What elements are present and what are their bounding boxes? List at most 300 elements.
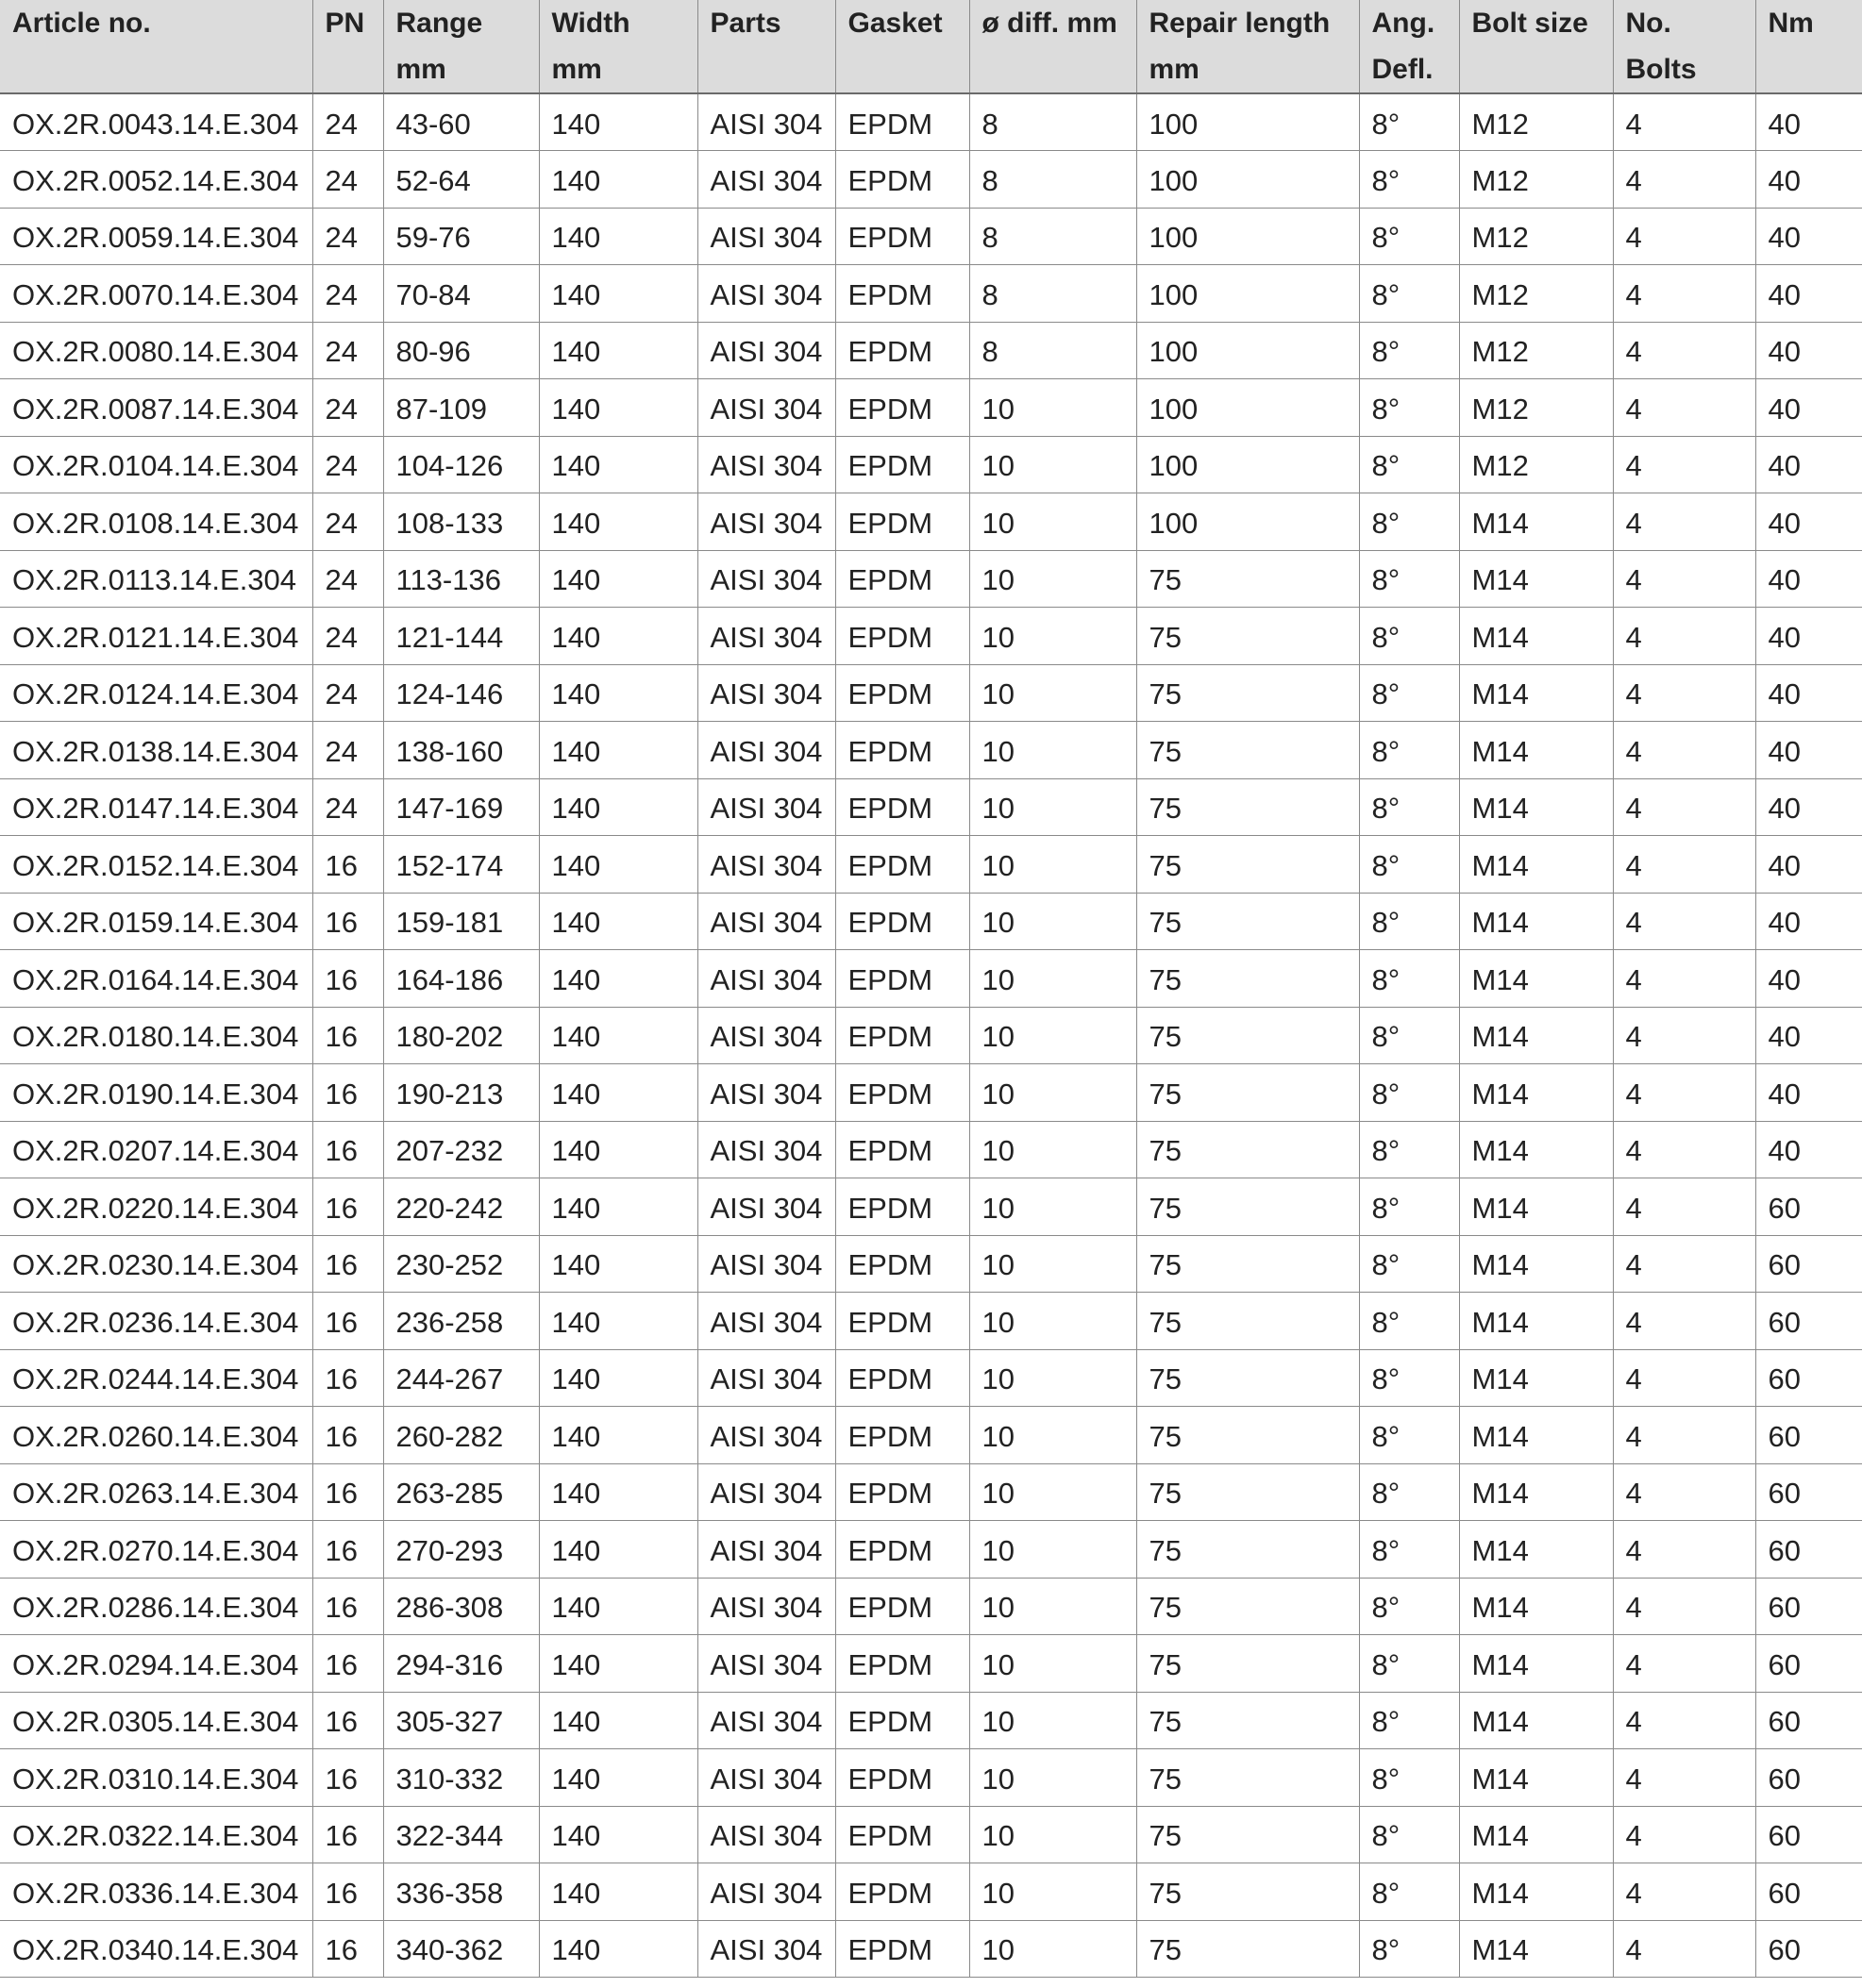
cell-diameter-diff: 10 <box>969 1293 1136 1350</box>
cell-repair-length: 75 <box>1136 1178 1359 1236</box>
cell-diameter-diff: 10 <box>969 1692 1136 1749</box>
cell-article-no: OX.2R.0080.14.E.304 <box>0 322 312 379</box>
cell-parts: AISI 304 <box>697 1806 835 1863</box>
cell-width: 140 <box>539 950 697 1008</box>
cell-no-bolts: 4 <box>1613 722 1755 779</box>
cell-pn: 24 <box>312 436 383 493</box>
cell-range: 336-358 <box>383 1863 539 1921</box>
cell-gasket: EPDM <box>835 1407 969 1464</box>
cell-pn: 16 <box>312 1521 383 1579</box>
cell-article-no: OX.2R.0310.14.E.304 <box>0 1749 312 1807</box>
cell-diameter-diff: 10 <box>969 778 1136 836</box>
cell-article-no: OX.2R.0207.14.E.304 <box>0 1121 312 1178</box>
cell-repair-length: 100 <box>1136 93 1359 151</box>
cell-no-bolts: 4 <box>1613 1521 1755 1579</box>
cell-bolt-size: M14 <box>1459 1293 1613 1350</box>
cell-angular-deflection: 8° <box>1359 1863 1459 1921</box>
cell-pn: 16 <box>312 1407 383 1464</box>
cell-torque-nm: 60 <box>1755 1521 1862 1579</box>
cell-gasket: EPDM <box>835 1806 969 1863</box>
header-width: Width mm <box>539 0 697 93</box>
cell-repair-length: 75 <box>1136 1635 1359 1693</box>
cell-parts: AISI 304 <box>697 1007 835 1064</box>
cell-gasket: EPDM <box>835 1920 969 1978</box>
cell-repair-length: 75 <box>1136 836 1359 894</box>
cell-angular-deflection: 8° <box>1359 550 1459 608</box>
cell-diameter-diff: 10 <box>969 1349 1136 1407</box>
cell-range: 190-213 <box>383 1064 539 1122</box>
cell-bolt-size: M14 <box>1459 1463 1613 1521</box>
cell-pn: 16 <box>312 1920 383 1978</box>
cell-diameter-diff: 8 <box>969 322 1136 379</box>
cell-diameter-diff: 10 <box>969 722 1136 779</box>
cell-pn: 24 <box>312 208 383 265</box>
cell-bolt-size: M12 <box>1459 379 1613 437</box>
cell-parts: AISI 304 <box>697 1635 835 1693</box>
table-row <box>0 1463 1862 1521</box>
cell-bolt-size: M14 <box>1459 722 1613 779</box>
cell-torque-nm: 60 <box>1755 1578 1862 1635</box>
table-row <box>0 1920 1862 1978</box>
cell-repair-length: 75 <box>1136 1578 1359 1635</box>
cell-gasket: EPDM <box>835 836 969 894</box>
cell-parts: AISI 304 <box>697 493 835 551</box>
cell-bolt-size: M14 <box>1459 1235 1613 1293</box>
cell-repair-length: 100 <box>1136 436 1359 493</box>
cell-pn: 16 <box>312 1692 383 1749</box>
cell-no-bolts: 4 <box>1613 778 1755 836</box>
cell-range: 270-293 <box>383 1521 539 1579</box>
cell-article-no: OX.2R.0180.14.E.304 <box>0 1007 312 1064</box>
cell-diameter-diff: 10 <box>969 1863 1136 1921</box>
cell-gasket: EPDM <box>835 1178 969 1236</box>
cell-repair-length: 100 <box>1136 379 1359 437</box>
cell-diameter-diff: 10 <box>969 1578 1136 1635</box>
cell-range: 322-344 <box>383 1806 539 1863</box>
cell-torque-nm: 60 <box>1755 1293 1862 1350</box>
cell-angular-deflection: 8° <box>1359 1578 1459 1635</box>
table-row <box>0 379 1862 437</box>
cell-article-no: OX.2R.0113.14.E.304 <box>0 550 312 608</box>
cell-pn: 24 <box>312 664 383 722</box>
cell-repair-length: 75 <box>1136 1806 1359 1863</box>
cell-gasket: EPDM <box>835 436 969 493</box>
cell-bolt-size: M14 <box>1459 950 1613 1008</box>
cell-range: 164-186 <box>383 950 539 1008</box>
cell-torque-nm: 60 <box>1755 1463 1862 1521</box>
header-article-no: Article no. <box>0 0 312 93</box>
cell-gasket: EPDM <box>835 1635 969 1693</box>
cell-range: 121-144 <box>383 608 539 665</box>
cell-no-bolts: 4 <box>1613 208 1755 265</box>
cell-pn: 24 <box>312 322 383 379</box>
cell-torque-nm: 60 <box>1755 1806 1862 1863</box>
cell-torque-nm: 40 <box>1755 436 1862 493</box>
table-row <box>0 1578 1862 1635</box>
cell-repair-length: 100 <box>1136 208 1359 265</box>
cell-width: 140 <box>539 1178 697 1236</box>
cell-width: 140 <box>539 1007 697 1064</box>
cell-pn: 24 <box>312 151 383 209</box>
cell-diameter-diff: 8 <box>969 208 1136 265</box>
cell-angular-deflection: 8° <box>1359 608 1459 665</box>
cell-angular-deflection: 8° <box>1359 836 1459 894</box>
cell-repair-length: 75 <box>1136 1349 1359 1407</box>
cell-width: 140 <box>539 208 697 265</box>
cell-angular-deflection: 8° <box>1359 1121 1459 1178</box>
cell-torque-nm: 60 <box>1755 1749 1862 1807</box>
cell-pn: 16 <box>312 1578 383 1635</box>
cell-torque-nm: 40 <box>1755 208 1862 265</box>
cell-width: 140 <box>539 1121 697 1178</box>
cell-width: 140 <box>539 1293 697 1350</box>
cell-diameter-diff: 10 <box>969 436 1136 493</box>
cell-torque-nm: 40 <box>1755 1007 1862 1064</box>
cell-repair-length: 75 <box>1136 778 1359 836</box>
cell-pn: 16 <box>312 1635 383 1693</box>
cell-repair-length: 75 <box>1136 1749 1359 1807</box>
cell-angular-deflection: 8° <box>1359 893 1459 950</box>
cell-gasket: EPDM <box>835 1121 969 1178</box>
cell-torque-nm: 40 <box>1755 550 1862 608</box>
cell-parts: AISI 304 <box>697 1293 835 1350</box>
cell-parts: AISI 304 <box>697 208 835 265</box>
cell-gasket: EPDM <box>835 208 969 265</box>
table-row <box>0 1064 1862 1122</box>
cell-article-no: OX.2R.0043.14.E.304 <box>0 93 312 151</box>
cell-parts: AISI 304 <box>697 1235 835 1293</box>
cell-gasket: EPDM <box>835 1521 969 1579</box>
cell-diameter-diff: 10 <box>969 1121 1136 1178</box>
cell-torque-nm: 60 <box>1755 1407 1862 1464</box>
cell-article-no: OX.2R.0220.14.E.304 <box>0 1178 312 1236</box>
cell-gasket: EPDM <box>835 722 969 779</box>
cell-bolt-size: M14 <box>1459 1007 1613 1064</box>
cell-width: 140 <box>539 778 697 836</box>
cell-repair-length: 75 <box>1136 1863 1359 1921</box>
cell-article-no: OX.2R.0159.14.E.304 <box>0 893 312 950</box>
cell-no-bolts: 4 <box>1613 950 1755 1008</box>
cell-pn: 24 <box>312 550 383 608</box>
cell-no-bolts: 4 <box>1613 1692 1755 1749</box>
cell-width: 140 <box>539 836 697 894</box>
cell-torque-nm: 60 <box>1755 1178 1862 1236</box>
cell-article-no: OX.2R.0104.14.E.304 <box>0 436 312 493</box>
header-no-bolts: No. Bolts <box>1613 0 1755 93</box>
cell-parts: AISI 304 <box>697 1064 835 1122</box>
cell-bolt-size: M14 <box>1459 1064 1613 1122</box>
cell-gasket: EPDM <box>835 893 969 950</box>
cell-width: 140 <box>539 1521 697 1579</box>
cell-torque-nm: 40 <box>1755 893 1862 950</box>
cell-repair-length: 75 <box>1136 1235 1359 1293</box>
cell-repair-length: 100 <box>1136 322 1359 379</box>
cell-parts: AISI 304 <box>697 265 835 323</box>
cell-diameter-diff: 10 <box>969 608 1136 665</box>
table-row <box>0 722 1862 779</box>
cell-width: 140 <box>539 1749 697 1807</box>
cell-diameter-diff: 10 <box>969 1635 1136 1693</box>
cell-diameter-diff: 8 <box>969 93 1136 151</box>
cell-range: 263-285 <box>383 1463 539 1521</box>
cell-width: 140 <box>539 1692 697 1749</box>
cell-diameter-diff: 10 <box>969 1920 1136 1978</box>
cell-width: 140 <box>539 1806 697 1863</box>
cell-pn: 24 <box>312 265 383 323</box>
cell-width: 140 <box>539 722 697 779</box>
cell-no-bolts: 4 <box>1613 1407 1755 1464</box>
cell-gasket: EPDM <box>835 151 969 209</box>
cell-range: 138-160 <box>383 722 539 779</box>
cell-range: 80-96 <box>383 322 539 379</box>
cell-article-no: OX.2R.0270.14.E.304 <box>0 1521 312 1579</box>
cell-repair-length: 75 <box>1136 1293 1359 1350</box>
cell-gasket: EPDM <box>835 379 969 437</box>
cell-pn: 16 <box>312 893 383 950</box>
cell-width: 140 <box>539 893 697 950</box>
cell-repair-length: 75 <box>1136 1920 1359 1978</box>
cell-diameter-diff: 10 <box>969 1521 1136 1579</box>
cell-pn: 16 <box>312 1863 383 1921</box>
cell-range: 310-332 <box>383 1749 539 1807</box>
cell-torque-nm: 40 <box>1755 265 1862 323</box>
cell-angular-deflection: 8° <box>1359 1635 1459 1693</box>
cell-repair-length: 75 <box>1136 664 1359 722</box>
cell-bolt-size: M14 <box>1459 1920 1613 1978</box>
cell-repair-length: 75 <box>1136 550 1359 608</box>
cell-range: 236-258 <box>383 1293 539 1350</box>
cell-diameter-diff: 10 <box>969 1235 1136 1293</box>
cell-parts: AISI 304 <box>697 151 835 209</box>
cell-angular-deflection: 8° <box>1359 778 1459 836</box>
cell-torque-nm: 40 <box>1755 664 1862 722</box>
cell-torque-nm: 60 <box>1755 1635 1862 1693</box>
cell-diameter-diff: 10 <box>969 893 1136 950</box>
cell-bolt-size: M14 <box>1459 1178 1613 1236</box>
cell-angular-deflection: 8° <box>1359 151 1459 209</box>
cell-gasket: EPDM <box>835 265 969 323</box>
table-row <box>0 893 1862 950</box>
cell-pn: 16 <box>312 950 383 1008</box>
cell-bolt-size: M14 <box>1459 1349 1613 1407</box>
cell-parts: AISI 304 <box>697 664 835 722</box>
cell-angular-deflection: 8° <box>1359 1007 1459 1064</box>
table-row <box>0 836 1862 894</box>
cell-diameter-diff: 10 <box>969 950 1136 1008</box>
cell-diameter-diff: 10 <box>969 836 1136 894</box>
cell-width: 140 <box>539 1064 697 1122</box>
table-row <box>0 1407 1862 1464</box>
cell-no-bolts: 4 <box>1613 1293 1755 1350</box>
cell-parts: AISI 304 <box>697 950 835 1008</box>
cell-angular-deflection: 8° <box>1359 1806 1459 1863</box>
cell-width: 140 <box>539 608 697 665</box>
cell-parts: AISI 304 <box>697 436 835 493</box>
table-row <box>0 493 1862 551</box>
cell-angular-deflection: 8° <box>1359 950 1459 1008</box>
cell-torque-nm: 40 <box>1755 778 1862 836</box>
cell-bolt-size: M14 <box>1459 1521 1613 1579</box>
header-diameter-diff: ø diff. mm <box>969 0 1136 93</box>
cell-width: 140 <box>539 664 697 722</box>
cell-gasket: EPDM <box>835 1578 969 1635</box>
cell-angular-deflection: 8° <box>1359 322 1459 379</box>
cell-parts: AISI 304 <box>697 893 835 950</box>
cell-article-no: OX.2R.0260.14.E.304 <box>0 1407 312 1464</box>
cell-diameter-diff: 8 <box>969 151 1136 209</box>
cell-width: 140 <box>539 1863 697 1921</box>
cell-pn: 24 <box>312 722 383 779</box>
cell-gasket: EPDM <box>835 493 969 551</box>
cell-angular-deflection: 8° <box>1359 1349 1459 1407</box>
cell-article-no: OX.2R.0340.14.E.304 <box>0 1920 312 1978</box>
cell-parts: AISI 304 <box>697 1920 835 1978</box>
cell-pn: 16 <box>312 1178 383 1236</box>
cell-gasket: EPDM <box>835 1349 969 1407</box>
cell-no-bolts: 4 <box>1613 836 1755 894</box>
cell-article-no: OX.2R.0190.14.E.304 <box>0 1064 312 1122</box>
cell-diameter-diff: 10 <box>969 1178 1136 1236</box>
cell-parts: AISI 304 <box>697 722 835 779</box>
header-pn: PN <box>312 0 383 93</box>
cell-repair-length: 75 <box>1136 1064 1359 1122</box>
cell-angular-deflection: 8° <box>1359 436 1459 493</box>
cell-pn: 24 <box>312 778 383 836</box>
cell-range: 159-181 <box>383 893 539 950</box>
cell-gasket: EPDM <box>835 1692 969 1749</box>
cell-angular-deflection: 8° <box>1359 1521 1459 1579</box>
table-row <box>0 950 1862 1008</box>
table-row <box>0 265 1862 323</box>
header-gasket: Gasket <box>835 0 969 93</box>
cell-bolt-size: M12 <box>1459 265 1613 323</box>
cell-range: 104-126 <box>383 436 539 493</box>
cell-article-no: OX.2R.0263.14.E.304 <box>0 1463 312 1521</box>
header-repair-length: Repair length mm <box>1136 0 1359 93</box>
cell-repair-length: 100 <box>1136 151 1359 209</box>
cell-range: 43-60 <box>383 93 539 151</box>
cell-angular-deflection: 8° <box>1359 93 1459 151</box>
cell-range: 52-64 <box>383 151 539 209</box>
cell-article-no: OX.2R.0124.14.E.304 <box>0 664 312 722</box>
cell-range: 294-316 <box>383 1635 539 1693</box>
cell-range: 260-282 <box>383 1407 539 1464</box>
cell-pn: 24 <box>312 93 383 151</box>
cell-article-no: OX.2R.0059.14.E.304 <box>0 208 312 265</box>
cell-gasket: EPDM <box>835 1863 969 1921</box>
cell-width: 140 <box>539 1235 697 1293</box>
cell-article-no: OX.2R.0286.14.E.304 <box>0 1578 312 1635</box>
cell-width: 140 <box>539 379 697 437</box>
cell-torque-nm: 40 <box>1755 722 1862 779</box>
cell-angular-deflection: 8° <box>1359 379 1459 437</box>
cell-pn: 16 <box>312 1064 383 1122</box>
cell-diameter-diff: 10 <box>969 1407 1136 1464</box>
cell-article-no: OX.2R.0164.14.E.304 <box>0 950 312 1008</box>
cell-repair-length: 75 <box>1136 1407 1359 1464</box>
cell-diameter-diff: 10 <box>969 1806 1136 1863</box>
table-row <box>0 93 1862 151</box>
cell-torque-nm: 40 <box>1755 322 1862 379</box>
cell-pn: 16 <box>312 836 383 894</box>
cell-torque-nm: 60 <box>1755 1235 1862 1293</box>
cell-gasket: EPDM <box>835 550 969 608</box>
cell-torque-nm: 40 <box>1755 950 1862 1008</box>
table-header <box>0 0 1862 93</box>
cell-bolt-size: M14 <box>1459 1806 1613 1863</box>
cell-width: 140 <box>539 550 697 608</box>
cell-parts: AISI 304 <box>697 1121 835 1178</box>
cell-gasket: EPDM <box>835 1293 969 1350</box>
table-row <box>0 1007 1862 1064</box>
table-row <box>0 778 1862 836</box>
cell-bolt-size: M12 <box>1459 322 1613 379</box>
cell-diameter-diff: 10 <box>969 1463 1136 1521</box>
table-row <box>0 208 1862 265</box>
cell-range: 244-267 <box>383 1349 539 1407</box>
cell-diameter-diff: 10 <box>969 1749 1136 1807</box>
table-row <box>0 1806 1862 1863</box>
cell-width: 140 <box>539 436 697 493</box>
cell-repair-length: 75 <box>1136 1463 1359 1521</box>
cell-range: 124-146 <box>383 664 539 722</box>
cell-no-bolts: 4 <box>1613 664 1755 722</box>
cell-torque-nm: 40 <box>1755 1121 1862 1178</box>
cell-no-bolts: 4 <box>1613 1178 1755 1236</box>
cell-no-bolts: 4 <box>1613 1235 1755 1293</box>
cell-no-bolts: 4 <box>1613 493 1755 551</box>
table-row <box>0 550 1862 608</box>
cell-range: 220-242 <box>383 1178 539 1236</box>
cell-parts: AISI 304 <box>697 1863 835 1921</box>
cell-gasket: EPDM <box>835 1235 969 1293</box>
cell-no-bolts: 4 <box>1613 1064 1755 1122</box>
cell-angular-deflection: 8° <box>1359 1178 1459 1236</box>
cell-range: 180-202 <box>383 1007 539 1064</box>
cell-article-no: OX.2R.0322.14.E.304 <box>0 1806 312 1863</box>
cell-pn: 16 <box>312 1349 383 1407</box>
cell-torque-nm: 60 <box>1755 1920 1862 1978</box>
cell-parts: AISI 304 <box>697 550 835 608</box>
table-row <box>0 1749 1862 1807</box>
cell-width: 140 <box>539 322 697 379</box>
table-row <box>0 664 1862 722</box>
cell-width: 140 <box>539 1578 697 1635</box>
cell-parts: AISI 304 <box>697 1349 835 1407</box>
cell-parts: AISI 304 <box>697 379 835 437</box>
cell-parts: AISI 304 <box>697 1578 835 1635</box>
cell-repair-length: 75 <box>1136 950 1359 1008</box>
cell-no-bolts: 4 <box>1613 1121 1755 1178</box>
cell-article-no: OX.2R.0336.14.E.304 <box>0 1863 312 1921</box>
cell-bolt-size: M14 <box>1459 1121 1613 1178</box>
cell-angular-deflection: 8° <box>1359 493 1459 551</box>
cell-width: 140 <box>539 93 697 151</box>
cell-torque-nm: 40 <box>1755 379 1862 437</box>
cell-bolt-size: M14 <box>1459 608 1613 665</box>
cell-repair-length: 75 <box>1136 1692 1359 1749</box>
cell-torque-nm: 40 <box>1755 151 1862 209</box>
cell-bolt-size: M12 <box>1459 151 1613 209</box>
cell-torque-nm: 60 <box>1755 1349 1862 1407</box>
cell-torque-nm: 40 <box>1755 493 1862 551</box>
cell-width: 140 <box>539 1920 697 1978</box>
header-torque-nm: Nm <box>1755 0 1862 93</box>
cell-parts: AISI 304 <box>697 1178 835 1236</box>
cell-article-no: OX.2R.0152.14.E.304 <box>0 836 312 894</box>
cell-pn: 16 <box>312 1007 383 1064</box>
cell-torque-nm: 40 <box>1755 93 1862 151</box>
